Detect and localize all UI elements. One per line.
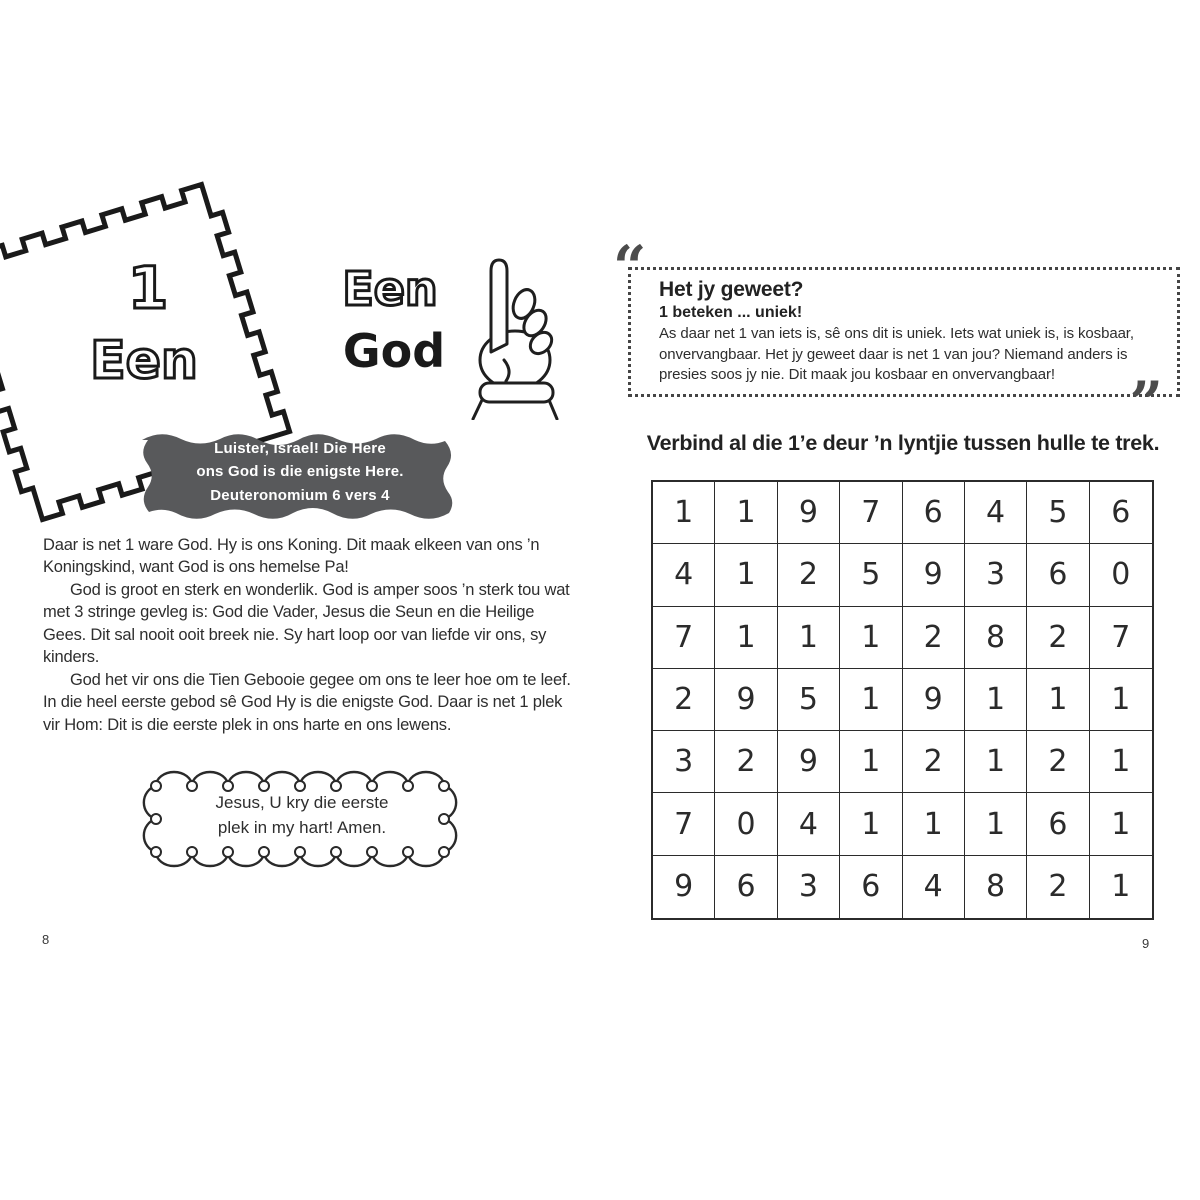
stamp-number: 1	[127, 254, 169, 322]
grid-cell-r5c7: 2	[1027, 731, 1089, 793]
page-number-left: 8	[42, 932, 50, 947]
grid-cell-r2c7: 6	[1027, 544, 1089, 606]
grid-cell-r3c6: 8	[965, 607, 1027, 669]
grid-cell-r1c2: 1	[715, 482, 777, 544]
grid-cell-r6c1: 7	[653, 793, 715, 855]
grid-cell-r4c3: 5	[778, 669, 840, 731]
hand-pointing-one-icon	[436, 248, 576, 420]
grid-cell-r1c5: 6	[903, 482, 965, 544]
grid-cell-r4c4: 1	[840, 669, 902, 731]
prayer-bubble	[134, 756, 470, 876]
grid-cell-r2c3: 2	[778, 544, 840, 606]
grid-cell-r4c5: 9	[903, 669, 965, 731]
lesson-body	[43, 534, 571, 736]
verse-line-1: Luister, Israel! Die Here	[214, 440, 386, 457]
grid-cell-r4c6: 1	[965, 669, 1027, 731]
activity-heading: Verbind al die 1’e deur ’n lyntjie tussen hulle te trek.	[646, 431, 1160, 455]
paragraph-1: Daar is net 1 ware God. Hy is ons Koning. Dit maak elkeen van ons ’n Koningskind, want God is ons hemelse Pa!	[43, 536, 540, 577]
grid-cell-r7c8: 1	[1111, 869, 1131, 905]
grid-cell-r6c3: 4	[778, 793, 840, 855]
prayer-line-2: plek in my hart! Amen.	[217, 817, 387, 837]
grid-cell-r3c7: 2	[1027, 607, 1089, 669]
grid-cell-r6c2: 0	[715, 793, 777, 855]
grid-cell-r7c4: 6	[840, 856, 902, 918]
grid-cell-r1c7: 5	[1027, 482, 1089, 544]
grid-cell-r1c6: 4	[965, 482, 1027, 544]
grid-cell-r2c4: 5	[840, 544, 902, 606]
fact-box-title: Het jy geweet?	[659, 278, 804, 301]
grid-cell-r4c2: 9	[715, 669, 777, 731]
grid-cell-r4c7: 1	[1027, 669, 1089, 731]
grid-cell-r2c5: 9	[903, 544, 965, 606]
grid-cell-r5c1: 3	[653, 731, 715, 793]
grid-cell-r2c8: 0	[1090, 544, 1152, 606]
prayer-line-1: Jesus, U kry die eerste	[215, 793, 389, 812]
fact-box	[613, 233, 1180, 437]
grid-cell-r6c5: 1	[903, 793, 965, 855]
grid-cell-r5c4: 1	[840, 731, 902, 793]
paragraph-3: God het vir ons die Tien Gebooie gegee om ons te leer hoe om te leef. In die heel eerste gebod sê God Hy is die enigste God. Daar is net 1 plek vir Hom: Dit is die eerste plek in ons harte en ons lewens.	[43, 670, 571, 734]
fact-box-subtitle: 1 beteken ... uniek!	[659, 304, 803, 321]
grid-cell-r5c2: 2	[715, 731, 777, 793]
grid-cell-r5c5: 2	[903, 731, 965, 793]
grid-cell-r3c5: 2	[903, 607, 965, 669]
number-grid	[651, 480, 1154, 920]
verse-line-3: Deuteronomium 6 vers 4	[210, 486, 390, 504]
grid-cell-r2c2: 1	[715, 544, 777, 606]
page-number-right: 9	[1142, 936, 1150, 951]
verse-banner	[132, 424, 468, 520]
grid-cell-r3c1: 7	[653, 607, 715, 669]
grid-cell-r2c1: 4	[653, 544, 715, 606]
grid-cell-r1c3: 9	[778, 482, 840, 544]
grid-cell-r1c8: 6	[1090, 482, 1152, 544]
grid-cell-r6c6: 1	[965, 793, 1027, 855]
grid-cell-r5c8: 1	[1090, 731, 1152, 793]
grid-cell-r3c4: 1	[840, 607, 902, 669]
grid-cell-r7c3: 3	[778, 856, 840, 918]
paragraph-2: God is groot en sterk en wonderlik. God is amper soos ’n sterk tou wat met 3 stringe gevleg is: God die Vader, Jesus die Seun en die Heilige Gees. Dit sal nooit ooit breek nie. Sy hart loop oor van liefde vir ons, sy kinders.	[43, 580, 570, 667]
grid-cell-r4c1: 2	[653, 669, 715, 731]
grid-cell-r7c1: 9	[653, 856, 715, 918]
grid-cell-r7c2: 6	[715, 856, 777, 918]
grid-cell-r2c6: 3	[965, 544, 1027, 606]
grid-cell-r7c6: 8	[965, 856, 1027, 918]
lesson-title-word1: Een	[342, 262, 438, 316]
grid-cell-r5c6: 1	[965, 731, 1027, 793]
grid-cell-r6c4: 1	[840, 793, 902, 855]
open-quote-icon: “	[613, 233, 647, 301]
grid-cell-r6c8: 1	[1090, 793, 1152, 855]
grid-cell-r5c3: 9	[778, 731, 840, 793]
grid-cell-r3c8: 7	[1090, 607, 1152, 669]
stamp-word: Een	[90, 331, 198, 391]
grid-cell-r1c1: 1	[653, 482, 715, 544]
grid-cell-r4c8: 1	[1090, 669, 1152, 731]
grid-cell-r6c7: 6	[1027, 793, 1089, 855]
grid-cell-r3c2: 1	[715, 607, 777, 669]
grid-cell-r7c5: 4	[903, 856, 965, 918]
grid-cell-r1c4: 7	[840, 482, 902, 544]
fact-box-body: As daar net 1 van iets is, sê ons dit is uniek. Iets wat uniek is, is kosbaar, onvervangbaar. Het jy geweet daar is net 1 van jou? Niemand anders is presies soos jy nie. Dit maak jou kosbaar en onvervangbaar!	[659, 325, 1134, 384]
grid-cell-r7c7: 2	[1027, 856, 1089, 918]
verse-line-2: ons God is die enigste Here.	[196, 463, 404, 481]
lesson-title-word2: God	[342, 324, 446, 378]
grid-cell-r3c3: 1	[778, 607, 840, 669]
close-quote-icon: ”	[1129, 369, 1163, 437]
